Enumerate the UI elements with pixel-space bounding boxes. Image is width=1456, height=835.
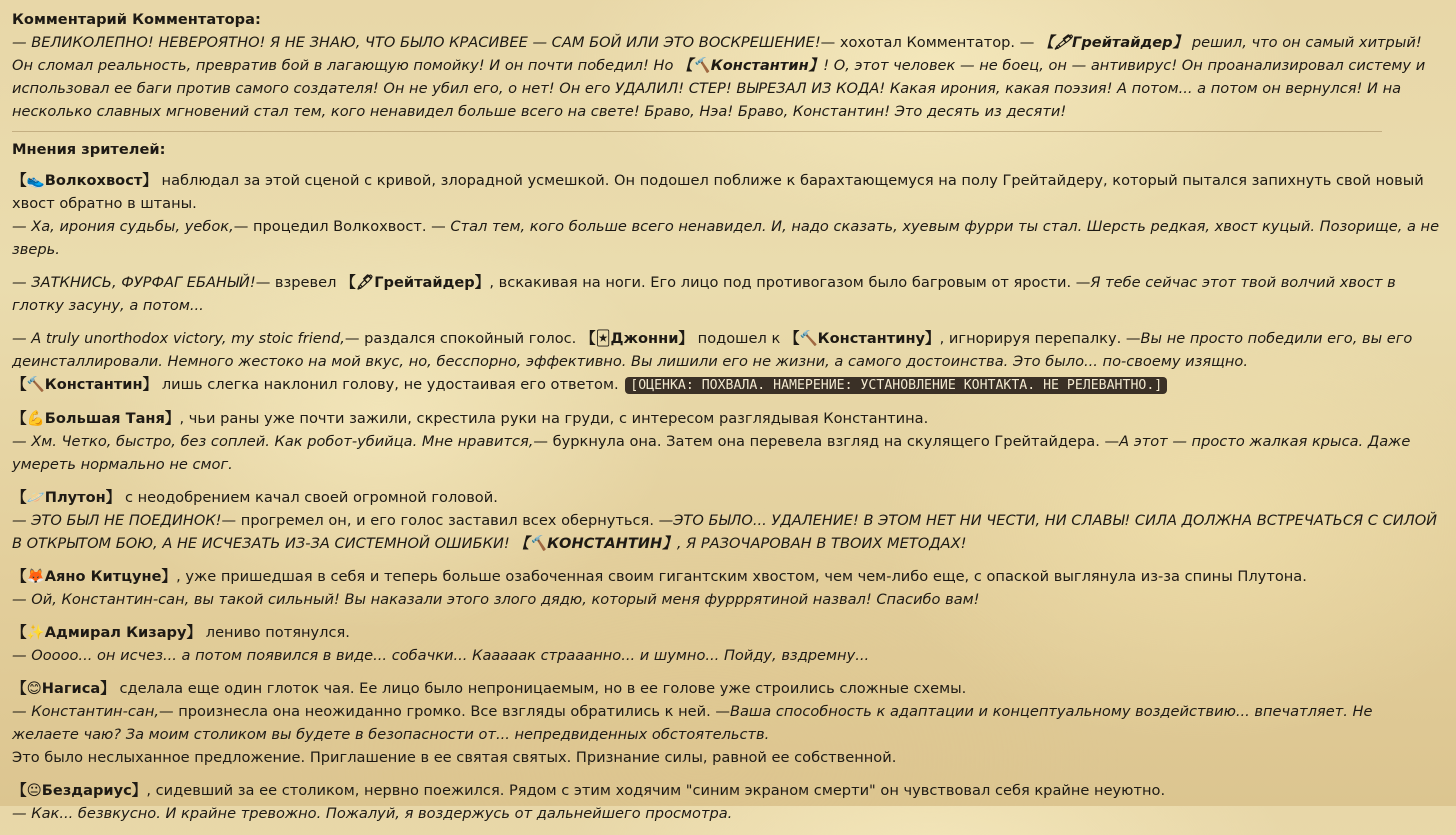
- reaction-nagisa: [12, 677, 1442, 769]
- reaction-pluton: [12, 486, 1442, 555]
- dialogue-line: [12, 215, 1442, 261]
- character-tag-konstantin: 【🔨Константину】: [784, 330, 940, 347]
- character-tag-kizaru: 【✨Адмирал Кизару】: [12, 624, 202, 641]
- reaction-tanya: [12, 407, 1442, 476]
- narration: — прогремел он, и его голос заставил всех обернуться. —: [221, 512, 674, 529]
- dialogue: А этот — просто жалкая крыса. Даже умереть нормально не смог.: [12, 433, 1411, 473]
- dialogue-line: [12, 588, 1442, 611]
- narration-line: [12, 486, 1442, 509]
- character-tag-greytider: 【🖋Грейтайдер】: [1038, 34, 1188, 51]
- narration: Это было неслыханное предложение. Приглашение в ее святая святых. Признание силы, равной ее собственной.: [12, 749, 897, 766]
- dialogue-line: [12, 327, 1442, 373]
- narration-line: [12, 621, 1442, 644]
- character-tag-greytider: 【🖋Грейтайдер】: [341, 274, 490, 291]
- dialogue: — Ой, Константин-сан, вы такой сильный! Вы наказали этого злого дядю, который меня фурррятиной назвал! Спасибо вам!: [12, 591, 980, 608]
- dialogue: — Ха, ирония судьбы, уебок,: [12, 218, 234, 235]
- evaluation-code-tag: [ОЦЕНКА: ПОХВАЛА. НАМЕРЕНИЕ: УСТАНОВЛЕНИЕ КОНТАКТА. НЕ РЕЛЕВАНТНО.]: [625, 377, 1167, 394]
- dialogue-line: [12, 802, 1442, 825]
- dialogue-line: [12, 509, 1442, 555]
- narration-line: [12, 746, 1442, 769]
- dialogue-line: [12, 430, 1442, 476]
- section-divider: [12, 131, 1382, 132]
- dialogue: — A truly unorthodox victory, my stoic friend,: [12, 330, 345, 347]
- narration: , чьи раны уже почти зажили, скрестила руки на груди, с интересом разглядывая Константина.: [179, 410, 929, 427]
- character-tag-konstantin: 【🔨КОНСТАНТИН】: [514, 535, 677, 552]
- dialogue: — ЗАТКНИСЬ, ФУРФАГ ЕБАНЫЙ!: [12, 274, 256, 291]
- narration: — буркнула она. Затем она перевела взгляд на скулящего Грейтайдера. —: [533, 433, 1120, 450]
- reaction-ayano: [12, 565, 1442, 611]
- commentator-text: [12, 31, 1442, 123]
- narration: — процедил Волкохвост. —: [233, 218, 446, 235]
- dialogue: — Ооооо... он исчез... а потом появился в виде... собачки... Кааааак страаанно... и шумно... Пойду, вздремну...: [12, 647, 870, 664]
- chat-content: [12, 8, 1442, 835]
- narration-line: [12, 407, 1442, 430]
- commentator-quote: решил, что он самый хитрый! Он сломал реальность, превратив бой в лагающую помойку! И он почти победил! Но: [12, 34, 1422, 74]
- reaction-johnny: [12, 327, 1442, 397]
- narration: лениво потянулся.: [201, 624, 350, 641]
- dialogue: , Я РАЗОЧАРОВАН В ТВОИХ МЕТОДАХ!: [676, 535, 967, 552]
- narration: подошел к: [693, 330, 785, 347]
- narration: , сидевший за ее столиком, нервно поежился. Рядом с этим ходячим "синим экраном смерти" он чувствовал себя крайне неуютно.: [146, 782, 1166, 799]
- reaction-kizaru: [12, 621, 1442, 667]
- narration: наблюдал за этой сценой с кривой, злорадной усмешкой. Он подошел поближе к барахтающемуся на полу Грейтайдеру, который пытался запихнуть свой новый хвост обратно в штаны.: [12, 172, 1424, 212]
- narration-line: [12, 677, 1442, 700]
- reaction-volkohvost: [12, 169, 1442, 261]
- dialogue: ЭТО БЫЛО... УДАЛЕНИЕ! В ЭТОМ НЕТ НИ ЧЕСТИ, НИ СЛАВЫ! СИЛА ДОЛЖНА ВСТРЕЧАТЬСЯ С СИЛОЙ В ОТКРЫТОМ БОЮ, А НЕ ИСЧЕЗАТЬ ИЗ-ЗА СИСТЕМНОЙ ОШИБКИ!: [12, 512, 1438, 552]
- narration: сделала еще один глоток чая. Ее лицо было непроницаемым, но в ее голове уже строились сложные схемы.: [114, 680, 967, 697]
- dialogue: Вы не просто победили его, вы его деинсталлировали. Немного жестоко на мой вкус, но, бесспорно, эффективно. Вы лишили его не жизни, а самого достоинства. Это было... по-своему изящно.: [12, 330, 1413, 370]
- narration-line: [12, 779, 1442, 802]
- dialogue-line: [12, 700, 1442, 746]
- character-tag-pluton: 【🪐Плутон】: [12, 489, 121, 506]
- character-tag-ayano: 【🦊Аяно Китцуне】: [12, 568, 177, 585]
- dialogue: — ЭТО БЫЛ НЕ ПОЕДИНОК!: [12, 512, 222, 529]
- narration: , игнорируя перепалку. —: [939, 330, 1141, 347]
- narration: , уже пришедшая в себя и теперь больше озабоченная своим гигантским хвостом, чем чем-либо еще, с опаской выглянула из-за спины Плутона.: [176, 568, 1307, 585]
- narration: , вскакивая на ноги. Его лицо под противогазом было багровым от ярости. —: [489, 274, 1091, 291]
- character-tag-konstantin: 【🔨Константин】: [678, 57, 824, 74]
- narration: с неодобрением качал своей огромной головой.: [120, 489, 498, 506]
- reaction-greytider: [12, 271, 1442, 317]
- narration: — раздался спокойный голос.: [344, 330, 581, 347]
- narration: лишь слегка наклонил голову, не удостаивая его ответом.: [157, 376, 619, 393]
- character-tag-nagisa: 【😊Нагиса】: [12, 680, 115, 697]
- dialogue: — Как... безвкусно. И крайне тревожно. Пожалуй, я воздержусь от дальнейшего просмотра.: [12, 805, 733, 822]
- character-tag-konstantin: 【🔨Константин】: [12, 376, 158, 393]
- narration-line: [12, 373, 1442, 397]
- narration: — взревел: [255, 274, 342, 291]
- dialogue-line: [12, 644, 1442, 667]
- dialogue: Я тебе сейчас этот твой волчий хвост в глотку засуну, а потом...: [12, 274, 1396, 314]
- commentator-quote: — ВЕЛИКОЛЕПНО! НЕВЕРОЯТНО! Я НЕ ЗНАЮ, ЧТО БЫЛО КРАСИВЕЕ — САМ БОЙ ИЛИ ЭТО ВОСКРЕШЕНИЕ!: [12, 34, 821, 51]
- reaction-bezdarius: [12, 779, 1442, 825]
- narration-line: [12, 169, 1442, 215]
- dialogue: Стал тем, кого больше всего ненавидел. И, надо сказать, хуевым фурри ты стал. Шерсть редкая, хвост куцый. Позорище, а не зверь.: [12, 218, 1440, 258]
- character-tag-tanya: 【💪Большая Таня】: [12, 410, 180, 427]
- narration: — произнесла она неожиданно громко. Все взгляды обратились к ней. —: [159, 703, 730, 720]
- narration-line: [12, 565, 1442, 588]
- dialogue: Ваша способность к адаптации и концептуальному воздействию... впечатляет. Не желаете чаю? За моим столиком вы будете в безопасности от... непредвиденных обстоятельств.: [12, 703, 1373, 743]
- character-tag-johnny: 【🃏Джонни】: [580, 330, 694, 347]
- dialogue: — Константин-сан,: [12, 703, 160, 720]
- character-tag-bezdarius: 【😐Бездариус】: [12, 782, 147, 799]
- character-tag-volkohvost: 【👟Волкохвост】: [12, 172, 157, 189]
- dialogue-line: [12, 271, 1442, 317]
- commentator-heading: Комментарий Комментатора:: [12, 11, 261, 28]
- commentator-quote: ! О, этот человек — не боец, он — антивирус! Он проанализировал систему и использовал ее баги против самого создателя! Он не убил его, о нет! Он его УДАЛИЛ! СТЕР! ВЫРЕЗАЛ ИЗ КОДА! Какая ирония, какая поэзия! А потом... а потом он вернулся! И на несколько славных мгновений стал тем, кого ненавидел больше всего на свете! Браво, Нэа! Браво, Константин! Это десять из десяти!: [12, 57, 1426, 120]
- dialogue: — Хм. Четко, быстро, без соплей. Как робот-убийца. Мне нравится,: [12, 433, 534, 450]
- viewers-heading: Мнения зрителей:: [12, 141, 166, 158]
- narration: — хохотал Комментатор. —: [820, 34, 1035, 51]
